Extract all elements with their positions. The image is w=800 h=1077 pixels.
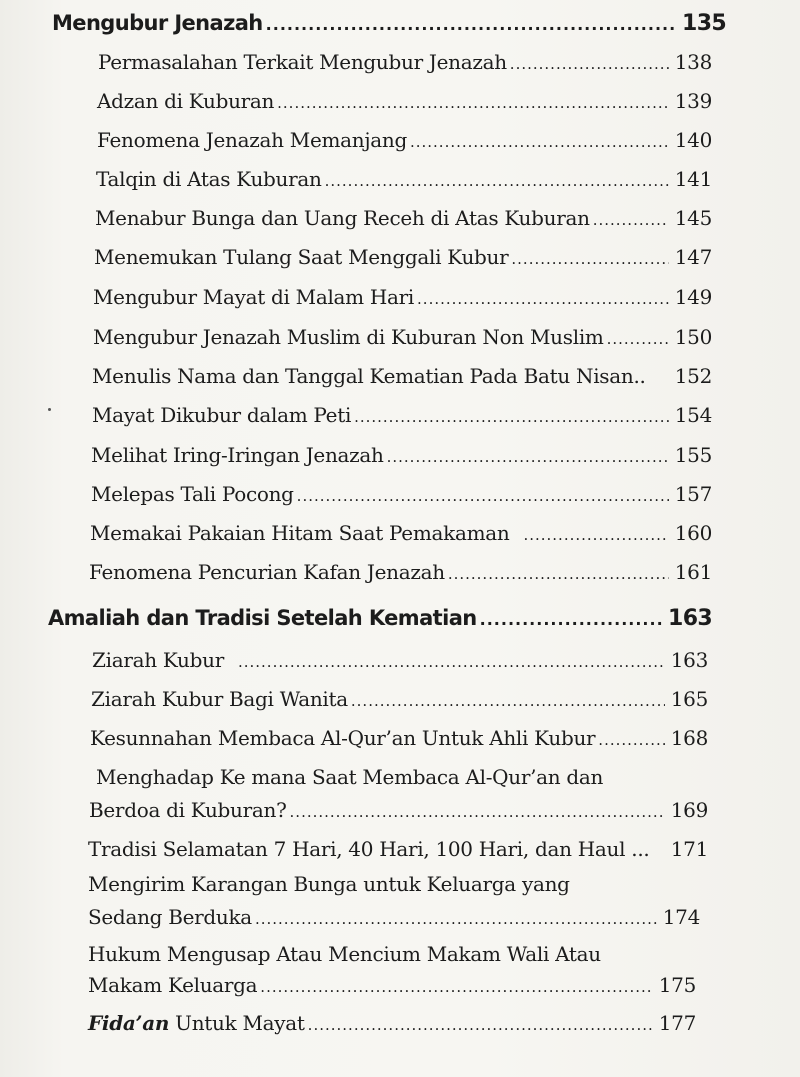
toc-entry: [92, 364, 712, 388]
chapter-title: Mengubur Jenazah: [52, 11, 263, 35]
toc-entry: [97, 128, 712, 152]
entry-title: Berdoa di Kuburan?: [89, 798, 287, 822]
page-number: 150: [674, 325, 712, 349]
entry-title: Makam Keluarga: [88, 973, 258, 997]
leader-dots: [238, 653, 665, 671]
page-number: 141: [674, 167, 712, 191]
entry-title: Melepas Tali Pocong: [91, 482, 294, 506]
leader-dots: [351, 692, 665, 710]
toc-entry: [92, 648, 708, 672]
entry-title-line: Menghadap Ke mana Saat Membaca Al-Qur’an dan: [96, 765, 604, 789]
leader-dots: [266, 15, 676, 34]
page-number: 139: [674, 89, 712, 113]
entry-title: Melihat Iring-Iringan Jenazah: [91, 443, 384, 467]
page-number: 157: [674, 482, 712, 506]
entry-title: Kesunnahan Membaca Al-Qur’an Untuk Ahli Kubur: [90, 726, 596, 750]
page-number: 174: [662, 905, 700, 929]
leader-dots: [387, 448, 669, 466]
toc-entry: [92, 403, 712, 427]
entry-title: Sedang Berduka: [88, 905, 252, 929]
entry-title-line: Hukum Mengusap Atau Mencium Makam Wali Atau: [88, 942, 601, 966]
page-number: 168: [670, 726, 708, 750]
leader-dots: [598, 731, 664, 749]
page-number: 175: [658, 973, 696, 997]
leader-dots: [410, 133, 669, 151]
leader-dots: [297, 487, 669, 505]
entry-title: Tradisi Selamatan 7 Hari, 40 Hari, 100 Hari, dan Haul ...: [88, 837, 650, 861]
page-number: 140: [674, 128, 712, 152]
entry-title: Menulis Nama dan Tanggal Kematian Pada Batu Nisan..: [92, 364, 646, 388]
page-number: 147: [674, 245, 712, 269]
page-number: 138: [674, 50, 712, 74]
paper-speck: [48, 408, 51, 411]
toc-entry: [94, 245, 712, 269]
toc-entry: [90, 521, 712, 545]
toc-chapter-heading: [48, 606, 712, 631]
leader-dots: [354, 408, 669, 426]
leader-dots: [607, 330, 669, 348]
page-number: 171: [670, 837, 708, 861]
entry-title: Fenomena Pencurian Kafan Jenazah: [89, 560, 445, 584]
entry-title-line: Mengirim Karangan Bunga untuk Keluarga yang: [88, 872, 570, 896]
toc-entry: [93, 325, 712, 349]
page-number: 163: [670, 648, 708, 672]
leader-dots: [480, 610, 662, 629]
entry-title: Menabur Bunga dan Uang Receh di Atas Kuburan: [95, 206, 590, 230]
toc-entry: [88, 1011, 696, 1035]
entry-title: Talqin di Atas Kuburan: [96, 167, 322, 191]
toc-entry: [88, 905, 700, 929]
page-number: 155: [674, 443, 712, 467]
page-number: 160: [674, 521, 712, 545]
toc-entry: [91, 687, 708, 711]
toc-entry: [93, 285, 712, 309]
entry-title: Mayat Dikubur dalam Peti: [92, 403, 352, 427]
leader-dots: [277, 94, 669, 112]
leader-dots: [308, 1016, 653, 1034]
entry-title: Ziarah Kubur Bagi Wanita: [91, 687, 348, 711]
page-number: 152: [674, 364, 712, 388]
toc-entry: [89, 798, 708, 822]
leader-dots: [417, 290, 669, 308]
leader-dots: [511, 250, 668, 268]
leader-dots: [260, 978, 652, 996]
entry-title: [88, 1011, 305, 1035]
toc-entry: [98, 50, 712, 74]
entry-title: Permasalahan Terkait Mengubur Jenazah: [98, 50, 507, 74]
toc-entry: [96, 167, 712, 191]
leader-dots: [593, 211, 669, 229]
entry-title-italic: Fida’an: [88, 1011, 170, 1035]
toc-entry: [97, 89, 712, 113]
leader-dots: [325, 172, 669, 190]
page-number: 163: [668, 606, 713, 631]
entry-title: Mengubur Jenazah Muslim di Kuburan Non Muslim: [93, 325, 604, 349]
entry-title: Ziarah Kubur: [92, 648, 224, 672]
toc-chapter-heading: [52, 11, 726, 36]
toc-entry: [90, 726, 708, 750]
entry-title: Mengubur Mayat di Malam Hari: [93, 285, 415, 309]
entry-title-rest: Untuk Mayat: [169, 1011, 305, 1035]
page-number: 154: [674, 403, 712, 427]
chapter-title: Amaliah dan Tradisi Setelah Kematian: [48, 606, 477, 630]
leader-dots: [255, 910, 657, 928]
entry-title: Fenomena Jenazah Memanjang: [97, 128, 407, 152]
toc-entry: [95, 206, 712, 230]
page-number: 161: [674, 560, 712, 584]
toc-entry: [91, 443, 712, 467]
page-number: 149: [674, 285, 712, 309]
entry-title: Memakai Pakaian Hitam Saat Pemakaman: [90, 521, 510, 545]
toc-entry: [91, 482, 712, 506]
page-number: 145: [674, 206, 712, 230]
entry-title: Adzan di Kuburan: [97, 89, 275, 113]
leader-dots: [290, 803, 665, 821]
page-number: 135: [682, 11, 727, 36]
toc-entry: [88, 837, 708, 861]
page-number: 177: [658, 1011, 696, 1035]
toc-entry: [88, 973, 696, 997]
leader-dots: [448, 565, 669, 583]
entry-title: Menemukan Tulang Saat Menggali Kubur: [94, 245, 509, 269]
page-number: 169: [670, 798, 708, 822]
page-number: 165: [670, 687, 708, 711]
toc-entry: [89, 560, 712, 584]
leader-dots: [510, 55, 669, 73]
leader-dots: [523, 526, 668, 544]
